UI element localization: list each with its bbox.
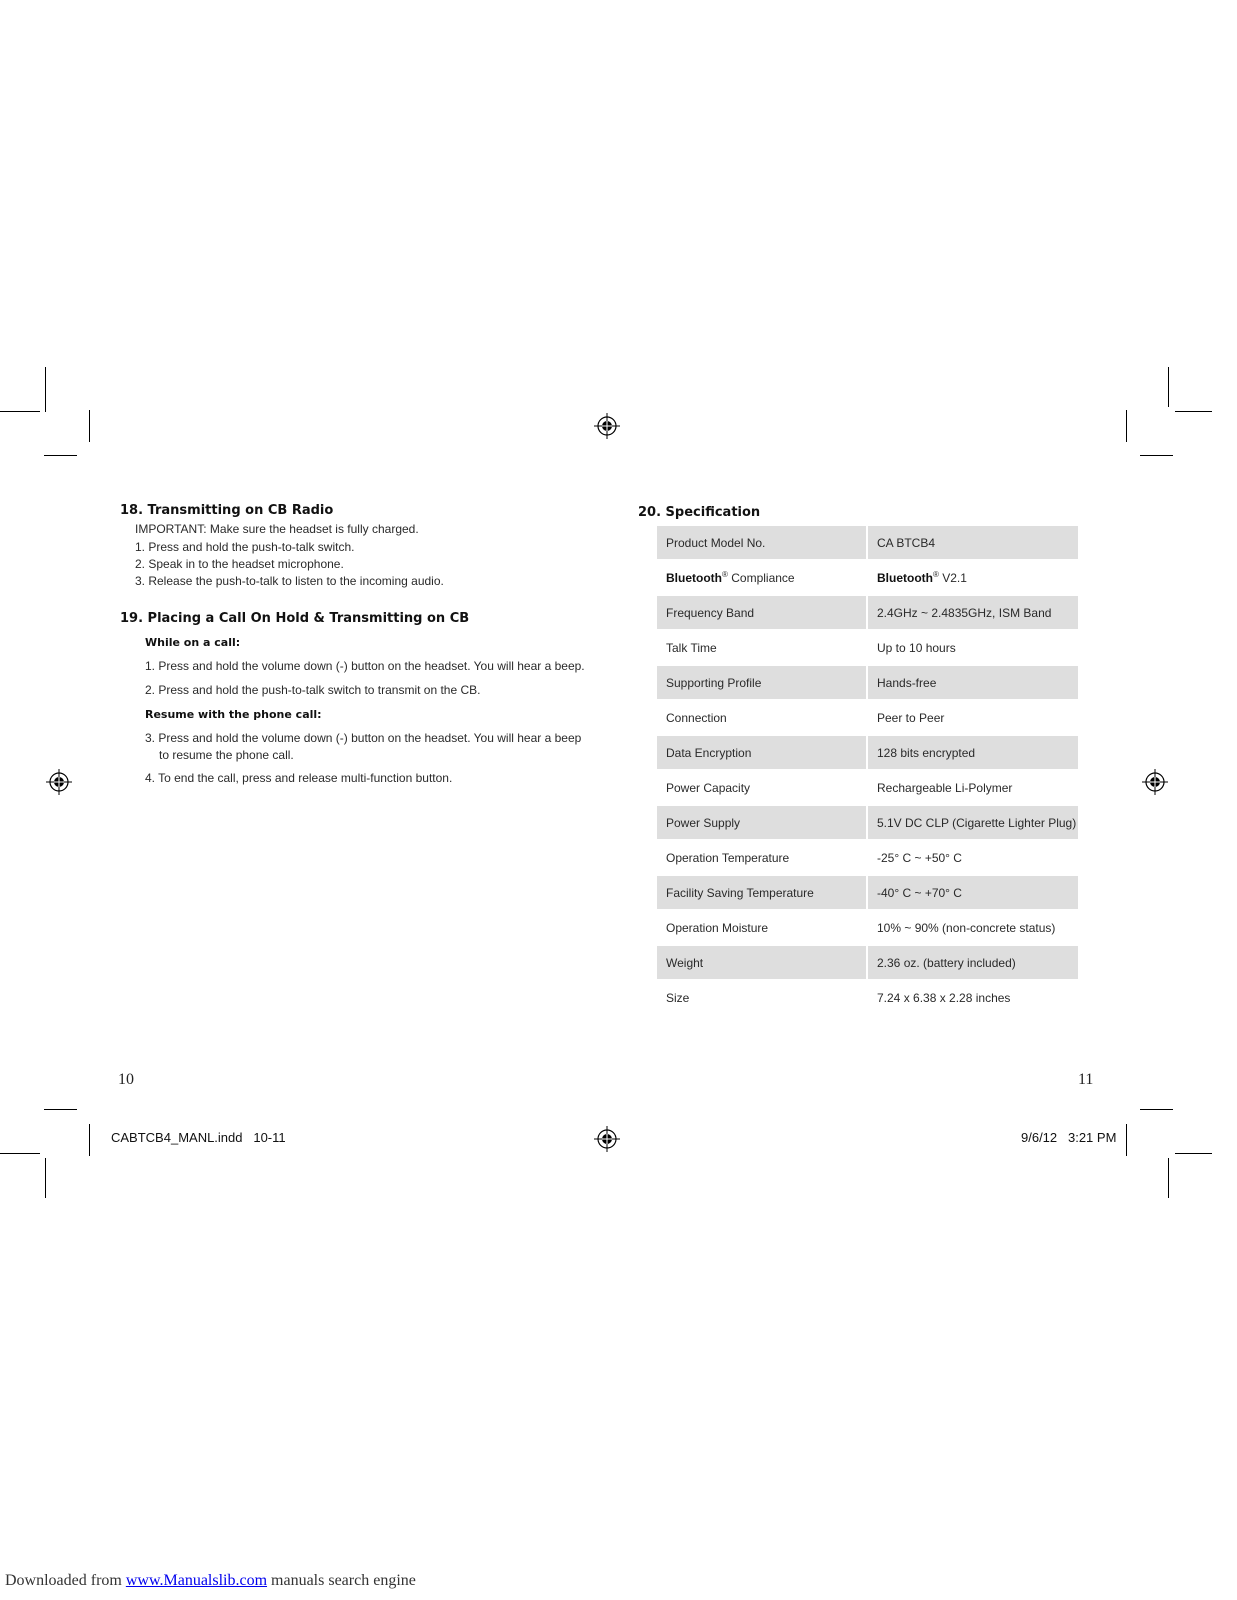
crop-mark [89, 410, 90, 442]
spec-label: Operation Temperature [657, 840, 866, 875]
spec-value: Peer to Peer [868, 700, 1078, 735]
crop-mark [1140, 455, 1173, 456]
crop-mark [89, 1124, 90, 1156]
section-18-line: 1. Press and hold the push-to-talk switch. [135, 540, 355, 554]
spec-value: 128 bits encrypted [868, 735, 1078, 770]
spec-label: Talk Time [657, 630, 866, 665]
bluetooth-brand: Bluetooth [877, 571, 933, 585]
footer-suffix: manuals search engine [267, 1572, 416, 1589]
section-18-line: 2. Speak in to the headset microphone. [135, 557, 344, 571]
spec-row [657, 840, 1078, 875]
spec-label [657, 560, 866, 595]
manualslib-link[interactable]: www.Manualslib.com [125, 1572, 268, 1589]
registration-mark-icon [1142, 769, 1168, 795]
spec-row [657, 910, 1078, 945]
spec-value: CA BTCB4 [868, 525, 1078, 560]
spec-value: 2.36 oz. (battery included) [868, 945, 1078, 980]
section-18-line: 3. Release the push-to-talk to listen to the incoming audio. [135, 574, 444, 588]
section-19-subheading: While on a call: [145, 636, 241, 649]
bluetooth-brand: Bluetooth [666, 571, 722, 585]
section-19-step: 3. Press and hold the volume down (-) button on the headset. You will hear a beep [145, 731, 582, 745]
registration-mark-icon [594, 413, 620, 439]
spec-label: Power Supply [657, 805, 866, 840]
spec-label: Power Capacity [657, 770, 866, 805]
spec-value: Up to 10 hours [868, 630, 1078, 665]
crop-mark [44, 455, 77, 456]
spec-value: 2.4GHz ~ 2.4835GHz, ISM Band [868, 595, 1078, 630]
spec-row [657, 875, 1078, 910]
registered-mark: ® [722, 570, 728, 579]
crop-mark [0, 411, 40, 412]
footer-prefix: Downloaded from [5, 1572, 126, 1589]
registration-mark-icon [46, 769, 72, 795]
spec-label: Product Model No. [657, 525, 866, 560]
registered-mark: ® [933, 570, 939, 579]
spec-label: Weight [657, 945, 866, 980]
spec-label: Data Encryption [657, 735, 866, 770]
crop-mark [1140, 1109, 1173, 1110]
crop-mark [1126, 410, 1127, 442]
spec-label: Frequency Band [657, 595, 866, 630]
section-19-step: 2. Press and hold the push-to-talk switch to transmit on the CB. [145, 683, 481, 697]
page-number-left: 10 [118, 1071, 134, 1088]
spec-value [868, 560, 1078, 595]
slug-filename: CABTCB4_MANL.indd 10-11 [111, 1130, 286, 1145]
spec-row [657, 770, 1078, 805]
crop-mark [1126, 1124, 1127, 1156]
section-19-step: 1. Press and hold the volume down (-) button on the headset. You will hear a beep. [145, 659, 585, 673]
section-19-title: 19. Placing a Call On Hold & Transmitting on CB [120, 611, 470, 626]
slug-datetime: 9/6/12 3:21 PM [1021, 1130, 1117, 1145]
spec-label: Connection [657, 700, 866, 735]
crop-mark [0, 1153, 40, 1154]
spec-row [657, 805, 1078, 840]
spec-value: Hands-free [868, 665, 1078, 700]
crop-mark [1168, 1158, 1169, 1198]
spec-table [655, 525, 1080, 1015]
crop-mark [1175, 411, 1212, 412]
spec-value: 5.1V DC CLP (Cigarette Lighter Plug) [868, 805, 1078, 840]
spec-value: -25° C ~ +50° C [868, 840, 1078, 875]
spec-label-text: Compliance [727, 571, 795, 585]
section-19-step: to resume the phone call. [159, 748, 294, 762]
spec-label: Facility Saving Temperature [657, 875, 866, 910]
crop-mark [1175, 1153, 1212, 1154]
section-19-subheading: Resume with the phone call: [145, 708, 322, 721]
spec-row [657, 700, 1078, 735]
spec-row [657, 560, 1078, 595]
crop-mark [45, 1158, 46, 1198]
spec-row [657, 945, 1078, 980]
section-19-step: 4. To end the call, press and release multi-function button. [145, 771, 453, 785]
section-20-title: 20. Specification [638, 505, 761, 520]
crop-mark [44, 1109, 77, 1110]
spec-row [657, 665, 1078, 700]
download-footer [5, 1572, 416, 1590]
spec-label: Supporting Profile [657, 665, 866, 700]
spec-label: Size [657, 980, 866, 1015]
spec-value: 7.24 x 6.38 x 2.28 inches [868, 980, 1078, 1015]
section-18-line: IMPORTANT: Make sure the headset is fully charged. [135, 522, 419, 536]
spec-row [657, 735, 1078, 770]
spec-value-text: V2.1 [938, 571, 967, 585]
crop-mark [1168, 367, 1169, 407]
registration-mark-icon [594, 1126, 620, 1152]
spec-label: Operation Moisture [657, 910, 866, 945]
spec-row [657, 525, 1078, 560]
spec-row [657, 980, 1078, 1015]
page-number-right: 11 [1078, 1071, 1094, 1088]
spec-value: -40° C ~ +70° C [868, 875, 1078, 910]
spec-value: Rechargeable Li-Polymer [868, 770, 1078, 805]
spec-row [657, 630, 1078, 665]
spec-value: 10% ~ 90% (non-concrete status) [868, 910, 1078, 945]
crop-mark [45, 367, 46, 412]
section-18-title: 18. Transmitting on CB Radio [120, 503, 334, 518]
spec-row [657, 595, 1078, 630]
